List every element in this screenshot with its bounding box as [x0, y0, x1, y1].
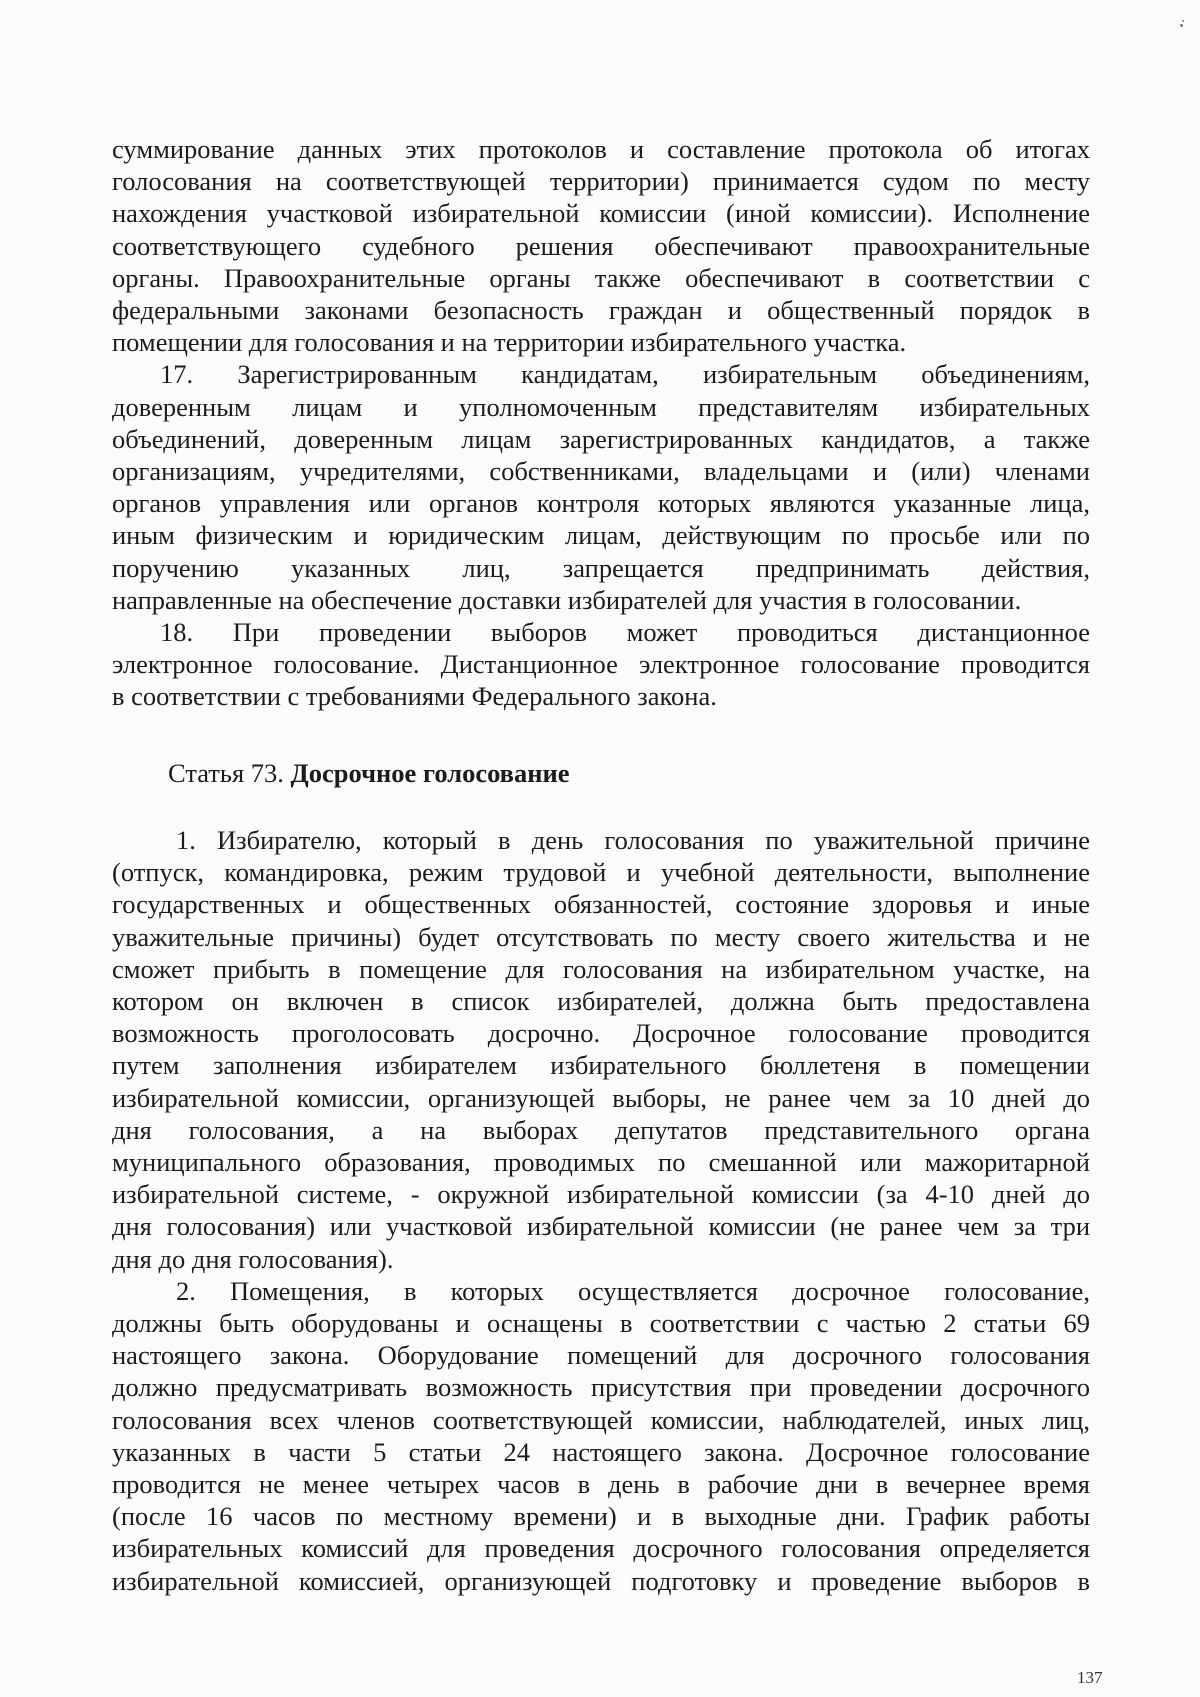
text-line: избирательных комиссий для проведения досрочного голосования определяется: [112, 1533, 1090, 1564]
paragraph-art-item-1: [112, 824, 1090, 1275]
article-title: Досрочное голосование: [290, 758, 570, 788]
text-line: избирательной системе, - окружной избирательной комиссии (за 4-10 дней до: [112, 1179, 1090, 1210]
text-line: государственных и общественных обязанностей, состояние здоровья и иные: [112, 889, 1090, 920]
text-line: должны быть оборудованы и оснащены в соответствии с частью 2 статьи 69: [112, 1308, 1090, 1339]
text-line: сможет прибыть в помещение для голосования на избирательном участке, на: [112, 953, 1090, 984]
text-line: федеральными законами безопасность граждан и общественный порядок в: [112, 295, 1090, 326]
scan-artifact: [1180, 24, 1183, 27]
text-line: настоящего закона. Оборудование помещений для досрочного голосования: [112, 1340, 1090, 1371]
text-line: проводится не менее четырех часов в день в рабочие дни в вечернее время: [112, 1469, 1090, 1500]
article-number: Статья 73.: [168, 758, 291, 788]
text-line: голосования на соответствующей территории) принимается судом по месту: [112, 166, 1090, 197]
text-line: голосования всех членов соответствующей комиссии, наблюдателей, иных лиц,: [112, 1404, 1090, 1435]
text-line: 1. Избирателю, который в день голосования по уважительной причине: [176, 825, 1090, 855]
text-line: путем заполнения избирателем избирательного бюллетеня в помещении: [112, 1050, 1090, 1081]
text-line: (отпуск, командировка, режим трудовой и учебной деятельности, выполнение: [112, 857, 1090, 888]
text-line: доверенным лицам и уполномоченным представителям избирательных: [112, 391, 1090, 422]
text-line: в соответствии с требованиями Федерального закона.: [112, 681, 717, 712]
article-heading: [168, 757, 570, 789]
paragraph-item-18: [112, 616, 1090, 713]
text-line: должно предусматривать возможность присутствия при проведении досрочного: [112, 1372, 1090, 1403]
text-line: электронное голосование. Дистанционное электронное голосование проводится: [112, 649, 1090, 680]
text-line: уважительные причины) будет отсутствовать по месту своего жительства и не: [112, 921, 1090, 952]
text-line: котором он включен в список избирателей, должна быть предоставлена: [112, 986, 1090, 1017]
text-line: муниципального образования, проводимых по смешанной или мажоритарной: [112, 1147, 1090, 1178]
text-line: организациям, учредителями, собственниками, владельцами и (или) членами: [112, 456, 1090, 487]
page-number: 137: [1077, 1668, 1103, 1687]
text-line: 17. Зарегистрированным кандидатам, избирательным объединениям,: [160, 359, 1090, 390]
text-line: возможность проголосовать досрочно. Досрочное голосование проводится: [112, 1018, 1090, 1049]
text-line: соответствующего судебного решения обеспечивают правоохранительные: [112, 230, 1090, 261]
text-line: направленные на обеспечение доставки избирателей для участия в голосовании.: [112, 584, 1022, 615]
article-72-tail: [112, 133, 1090, 713]
text-line: суммирование данных этих протоколов и составление протокола об итогах: [112, 134, 1090, 164]
text-line: органов управления или органов контроля которых являются указанные лица,: [112, 488, 1090, 519]
text-line: дня до дня голосования).: [112, 1243, 394, 1274]
text-line: поручению указанных лиц, запрещается предпринимать действия,: [112, 552, 1090, 583]
text-line: органы. Правоохранительные органы также обеспечивают в соответствии с: [112, 262, 1090, 293]
text-line: указанных в части 5 статьи 24 настоящего закона. Досрочное голосование: [112, 1436, 1090, 1467]
text-line: нахождения участковой избирательной комиссии (иной комиссии). Исполнение: [112, 198, 1090, 229]
text-line: дня голосования, а на выборах депутатов представительного органа: [112, 1114, 1090, 1145]
text-line: избирательной комиссией, организующей подготовку и проведение выборов в: [112, 1565, 1090, 1596]
paragraph-art-item-2: [112, 1275, 1090, 1597]
text-line: иным физическим и юридическим лицам, действующим по просьбе или по: [112, 520, 1090, 551]
text-line: дня голосования) или участковой избирательной комиссии (не ранее чем за три: [112, 1211, 1090, 1242]
text-line: избирательной комиссии, организующей выборы, не ранее чем за 10 дней до: [112, 1082, 1090, 1113]
article-73-body: [112, 824, 1090, 1597]
scan-artifact: [1182, 20, 1184, 22]
paragraph-item-17: [112, 358, 1090, 616]
paragraph-continuation: [112, 133, 1090, 358]
text-line: 2. Помещения, в которых осуществляется досрочное голосование,: [176, 1275, 1090, 1306]
text-line: (после 16 часов по местному времени) и в выходные дни. График работы: [112, 1501, 1090, 1532]
text-line: 18. При проведении выборов может проводиться дистанционное: [160, 617, 1090, 648]
text-line: помещении для голосования и на территории избирательного участка.: [112, 327, 907, 358]
text-line: объединений, доверенным лицам зарегистрированных кандидатов, а также: [112, 423, 1090, 454]
